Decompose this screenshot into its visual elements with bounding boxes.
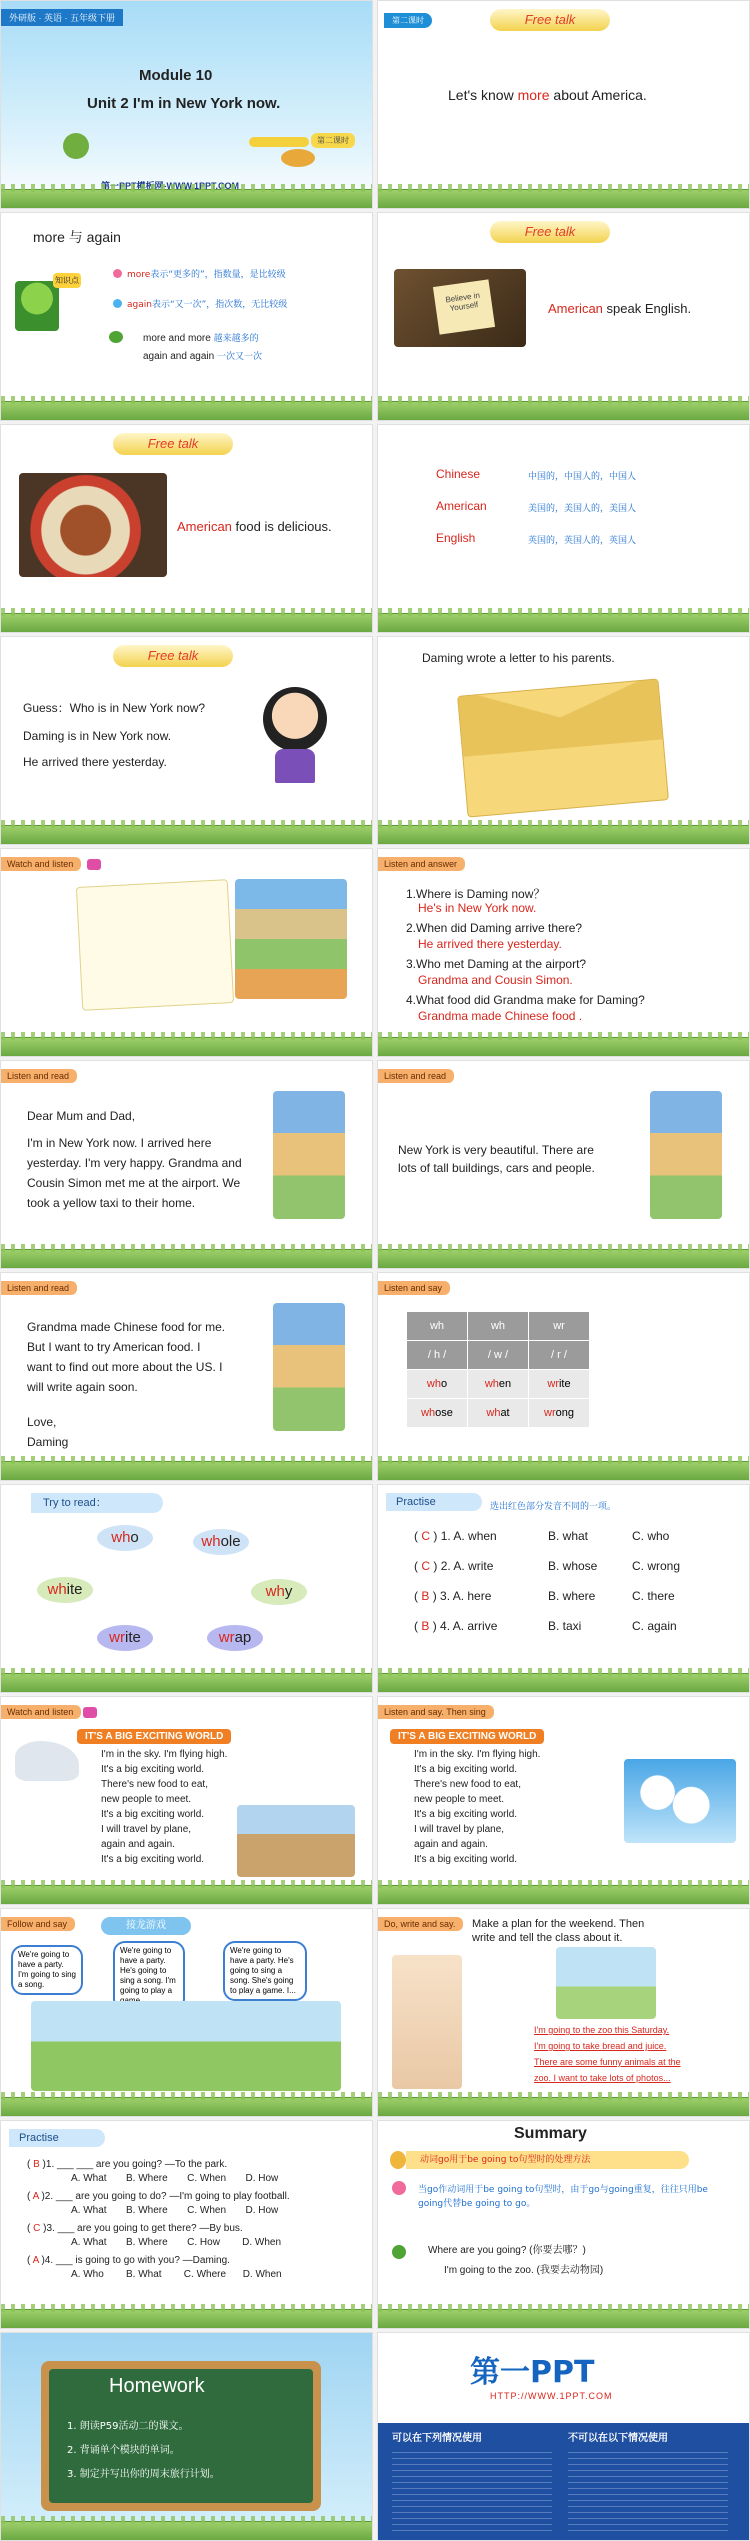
practise-title: Practise — [9, 2129, 105, 2147]
slide-follow-say[interactable] — [0, 1908, 373, 2117]
slide-try-to-read[interactable] — [0, 1484, 373, 1693]
phon-3: / r / — [529, 1341, 590, 1370]
ppt-url[interactable]: HTTP://WWW.1PPT.COM — [490, 2391, 613, 2401]
slide-homework[interactable] — [0, 2332, 373, 2541]
grass-strip — [378, 825, 749, 844]
word-who: who — [407, 1370, 468, 1399]
unit-title: Unit 2 I'm in New York now. — [87, 95, 281, 112]
slide-ppt-info[interactable] — [377, 2332, 750, 2541]
period-label: 第二课时 — [311, 133, 355, 148]
phon-1: / h / — [407, 1341, 468, 1370]
slide-nationality-words[interactable] — [377, 424, 750, 633]
question-4: 4.What food did Grandma make for Daming? — [406, 993, 645, 1007]
bulb-icon — [390, 2151, 406, 2169]
slide-listen-answer[interactable] — [377, 848, 750, 1057]
section-tag: Listen and answer — [378, 857, 465, 871]
kids-picture — [31, 2001, 341, 2091]
envelope-flap — [458, 680, 662, 757]
grass-strip — [1, 1885, 372, 1904]
grass-strip — [1, 825, 372, 844]
slide-guess[interactable] — [0, 636, 373, 845]
grass-strip — [1, 189, 372, 208]
practise-row-3: ( B ) 3. A. here — [414, 1589, 492, 1603]
question-2: ( A )2. ___ are you going to do? —I'm going to play football. — [27, 2191, 290, 2202]
summary-rule: 当go作动词用于be going to句型时，由于go与going重复，往往只用be going代替be going to go。 — [418, 2185, 708, 2209]
grass-strip — [378, 1249, 749, 1268]
section-tag: Do, write and say. — [378, 1917, 463, 1931]
guess-question: Guess：Who is in New York now? — [23, 701, 206, 715]
homework-item-3: 3. 制定并写出你的周末旅行计划。 — [67, 2469, 220, 2480]
song-lyrics: I'm in the sky. I'm flying high. It's a big exciting world. There's new food to eat, new people to meet. It's a big exciting world. I will travel by plane, again and again. It's a big exciting world. — [101, 1749, 228, 1865]
section-tag: Watch and listen — [1, 857, 81, 871]
bush-icon — [281, 149, 315, 167]
word-english-cn: 英国的，英国人的，英国人 — [528, 536, 637, 546]
options-3: A. What B. Where C. How D. When — [71, 2237, 282, 2248]
info-col-1-title: 可以在下列情况使用 — [392, 2433, 482, 2444]
practise-row-1-b: B. what — [548, 1529, 589, 1543]
question-2: 2.When did Daming arrive there? — [406, 921, 583, 935]
practise-row-4: ( B ) 4. A. arrive — [414, 1619, 498, 1633]
practise-row-3-b: B. where — [548, 1589, 596, 1603]
grass-strip — [1, 1037, 372, 1056]
question-4: ( A )4. ___ is going to go with you? —Daming. — [27, 2255, 230, 2266]
sticky-note: Believe in Yourself — [433, 279, 495, 334]
free-talk-sentence: Let's know more about America. — [448, 87, 647, 103]
pink-bullet-icon — [392, 2181, 406, 2195]
practise-row-1: ( C ) 1. A. when — [414, 1529, 497, 1543]
info-col-1-list — [392, 2447, 552, 2533]
section-tag: Listen and read — [1, 1281, 77, 1295]
word-american: American — [436, 499, 487, 513]
module-title: Module 10 — [139, 67, 213, 84]
grass-strip — [1, 2521, 372, 2540]
song-banner: IT'S A BIG EXCITING WORLD — [390, 1729, 544, 1744]
lesson-title: more 与 again — [33, 229, 121, 245]
notebook-photo — [394, 269, 526, 347]
info-panel — [378, 2423, 749, 2541]
more-definition: more表示“更多的”，指数量，是比较级 — [127, 270, 286, 280]
practise-row-4-b: B. taxi — [548, 1619, 582, 1633]
again-definition: again表示“又一次”，指次数，无比较级 — [127, 300, 288, 310]
options-1: A. What B. Where C. When D. How — [71, 2173, 279, 2184]
grass-strip — [378, 2097, 749, 2116]
word-write: write — [529, 1370, 590, 1399]
free-talk-title: Free talk — [490, 9, 610, 31]
street-picture — [237, 1805, 355, 1877]
word-wrap[interactable]: wrap — [207, 1625, 263, 1651]
bullet-blue-icon — [113, 299, 122, 308]
phrase-2: again and again 一次又一次 — [143, 351, 262, 362]
word-wrong: wrong — [529, 1399, 590, 1428]
boy-body-icon — [275, 749, 315, 783]
section-tag: Listen and say — [378, 1281, 450, 1295]
practise-hint: 选出红色部分发音不同的一项。 — [490, 1502, 617, 1512]
phonics-table — [406, 1311, 590, 1428]
grass-strip — [378, 1885, 749, 1904]
speech-bubble-1: We're going to have a party. I'm going to sing a song. — [11, 1945, 83, 1995]
slide-letter-part2[interactable] — [377, 1060, 750, 1269]
slide-do-write-say[interactable] — [377, 1908, 750, 2117]
letter-body: New York is very beautiful. There are lots of tall buildings, cars and people. — [398, 1143, 595, 1175]
speech-bubble-3: We're going to have a party. He's going to sing a song. She's going to play a game. I... — [223, 1941, 307, 2001]
free-talk-sentence: American speak English. — [548, 301, 692, 316]
homework-item-2: 2. 背诵单个模块的单词。 — [67, 2445, 180, 2456]
question-3: ( C )3. ___ are you going to get there? —By bus. — [27, 2223, 243, 2234]
answer-1: He's in New York now. — [418, 901, 537, 915]
word-white[interactable]: white — [37, 1577, 93, 1603]
slide-title[interactable] — [0, 0, 373, 209]
letter-body: I'm in New York now. I arrived here yesterday. I'm very happy. Grandma and Cousin Simon met me at the airport. We took a yellow taxi to their home. — [27, 1136, 242, 1210]
word-whose: whose — [407, 1399, 468, 1428]
tree-icon — [63, 133, 89, 159]
section-tag: Listen and read — [1, 1069, 77, 1083]
letter-sign-love: Love, — [27, 1415, 57, 1429]
free-talk-title: Free talk — [113, 433, 233, 455]
grass-strip — [1, 1461, 372, 1480]
answer-3: Grandma and Cousin Simon. — [418, 973, 573, 987]
story-pictures — [235, 879, 347, 999]
section-tag: Listen and read — [378, 1069, 454, 1083]
guess-answer-2: He arrived there yesterday. — [23, 755, 167, 769]
word-english: English — [436, 531, 476, 545]
question-3: 3.Who met Daming at the airport? — [406, 957, 587, 971]
zoo-picture — [556, 1947, 656, 2019]
practise-row-4-c: C. again — [632, 1619, 677, 1633]
word-when: when — [468, 1370, 529, 1399]
options-4: A. Who B. What C. Where D. When — [71, 2269, 282, 2280]
slide-free-talk-2[interactable] — [377, 212, 750, 421]
word-whole[interactable]: whole — [193, 1529, 249, 1555]
chalkboard-frame — [41, 2361, 321, 2511]
head-wh-2: wh — [468, 1312, 529, 1341]
slide-letter-intro[interactable] — [377, 636, 750, 845]
practise-row-1-c: C. who — [632, 1529, 670, 1543]
green-bullet-icon — [392, 2245, 406, 2259]
summary-example-1: Where are you going? (你要去哪？) — [428, 2245, 586, 2256]
slide-practise-questions[interactable] — [0, 2120, 373, 2329]
phon-2: / w / — [468, 1341, 529, 1370]
mascot-label: 知识点 — [53, 273, 81, 288]
summary-example-2: I'm going to the zoo. (我要去动物园) — [444, 2265, 604, 2276]
plan-task: Make a plan for the weekend. Then write and tell the class about it. — [472, 1918, 645, 1944]
try-read-title: Try to read： — [31, 1493, 163, 1513]
sky-picture — [624, 1759, 736, 1843]
summary-band: 动词go用于be going to句型时的处理方法 — [406, 2151, 689, 2169]
word-write[interactable]: write — [97, 1625, 153, 1651]
grass-strip — [1, 613, 372, 632]
phrase-1: more and more 越来越多的 — [143, 333, 259, 344]
word-why[interactable]: why — [251, 1579, 307, 1605]
slide-free-talk-1[interactable] — [377, 0, 750, 209]
grass-strip — [1, 401, 372, 420]
section-tag: Follow and say — [1, 1917, 75, 1931]
story-pictures — [650, 1091, 722, 1219]
envelope-icon — [457, 678, 669, 817]
free-talk-sentence: American food is delicious. — [177, 519, 332, 534]
grass-strip — [1, 1673, 372, 1692]
question-1: ( B )1. ___ ___ are you going? —To the park. — [27, 2159, 228, 2170]
grass-strip — [1, 2097, 372, 2116]
plan-line-3: There are some funny animals at the — [534, 2057, 681, 2067]
slide-summary[interactable] — [377, 2120, 750, 2329]
plan-line-4: zoo. I want to take lots of photos... — [534, 2073, 671, 2083]
letter-greeting: Dear Mum and Dad, — [27, 1109, 136, 1123]
free-talk-title: Free talk — [113, 645, 233, 667]
grass-strip — [378, 613, 749, 632]
chalkboard — [49, 2369, 313, 2503]
free-talk-title: Free talk — [490, 221, 610, 243]
answer-2: He arrived there yesterday. — [418, 937, 562, 951]
practise-row-3-c: C. there — [632, 1589, 675, 1603]
slide-free-talk-3[interactable] — [0, 424, 373, 633]
slide-practise-phonics[interactable] — [377, 1484, 750, 1693]
practise-title: Practise — [386, 1493, 482, 1511]
word-chinese: Chinese — [436, 467, 481, 481]
section-tag: Listen and say. Then sing — [378, 1705, 494, 1719]
song-lyrics: I'm in the sky. I'm flying high. It's a big exciting world. There's new food to eat, new people to meet. It's a big exciting world. I will travel by plane, again and again. It's a big exciting world. — [414, 1749, 541, 1865]
grass-strip — [1, 1249, 372, 1268]
leaf-icon — [109, 331, 123, 343]
period-tag: 第二课时 — [384, 13, 432, 28]
video-play-icon[interactable] — [83, 1707, 97, 1718]
edition-badge: 外研版 · 英语 · 五年级下册 — [1, 9, 123, 26]
head-wr: wr — [529, 1312, 590, 1341]
head-wh-1: wh — [407, 1312, 468, 1341]
kid-writing-picture — [392, 1955, 462, 2089]
word-chinese-cn: 中国的，中国人的，中国人 — [528, 472, 637, 482]
bullet-pink-icon — [113, 269, 122, 278]
options-2: A. What B. Where C. When D. How — [71, 2205, 279, 2216]
song-banner: IT'S A BIG EXCITING WORLD — [77, 1729, 231, 1744]
letter-sign-name: Daming — [27, 1435, 69, 1449]
slide-song-sing[interactable] — [377, 1696, 750, 1905]
slide-letter-part3[interactable] — [0, 1272, 373, 1481]
ppt-logo: 第一PPT — [470, 2355, 595, 2390]
story-pictures — [273, 1303, 345, 1431]
slide-listen-say-phonics[interactable] — [377, 1272, 750, 1481]
speech-bubble-2: We're going to have a party. He's going to sing a song. I'm going to play a — [113, 1941, 185, 2011]
summary-title: Summary — [514, 2125, 587, 2142]
question-1: 1.Where is Daming now？ — [406, 887, 546, 901]
story-pictures — [273, 1091, 345, 1219]
game-title: 接龙游戏 — [101, 1917, 191, 1935]
yellow-bar — [249, 137, 309, 147]
word-who[interactable]: who — [97, 1525, 153, 1551]
info-col-2-list — [568, 2447, 728, 2533]
slide-letter-part1[interactable] — [0, 1060, 373, 1269]
plan-line-1: I'm going to the zoo this Saturday. — [534, 2025, 670, 2035]
grass-strip — [378, 2309, 749, 2328]
letter-image — [76, 879, 234, 1011]
word-what: what — [468, 1399, 529, 1428]
slide-more-again[interactable] — [0, 212, 373, 421]
grass-strip — [378, 189, 749, 208]
section-tag: Watch and listen — [1, 1705, 81, 1719]
letter-body: Grandma made Chinese food for me. But I want to try American food. I want to find out more about the US. I will write again soon. — [27, 1320, 226, 1394]
guess-answer-1: Daming is in New York now. — [23, 729, 172, 743]
mascot-icon — [15, 281, 59, 331]
steak-photo — [19, 473, 167, 577]
word-american-cn: 美国的，美国人的，美国人 — [528, 504, 637, 514]
plane-icon — [15, 1741, 79, 1781]
practise-row-2-b: B. whose — [548, 1559, 598, 1573]
homework-title: Homework — [109, 2375, 205, 2397]
video-play-icon[interactable] — [87, 859, 101, 870]
plan-line-2: I'm going to take bread and juice. — [534, 2041, 667, 2051]
letter-intro-text: Daming wrote a letter to his parents. — [422, 651, 615, 665]
info-col-2-title: 不可以在以下情况使用 — [568, 2433, 668, 2444]
slide-song-watch[interactable] — [0, 1696, 373, 1905]
slide-watch-listen-letter[interactable] — [0, 848, 373, 1057]
grass-strip — [378, 1037, 749, 1056]
practise-row-2: ( C ) 2. A. write — [414, 1559, 494, 1573]
grass-strip — [378, 401, 749, 420]
grass-strip — [378, 1673, 749, 1692]
practise-row-2-c: C. wrong — [632, 1559, 681, 1573]
grass-strip — [378, 1461, 749, 1480]
grass-strip — [1, 2309, 372, 2328]
boy-cartoon-icon — [263, 687, 327, 751]
answer-4: Grandma made Chinese food . — [418, 1009, 583, 1023]
homework-item-1: 1. 朗读P59活动二的课文。 — [67, 2421, 189, 2432]
